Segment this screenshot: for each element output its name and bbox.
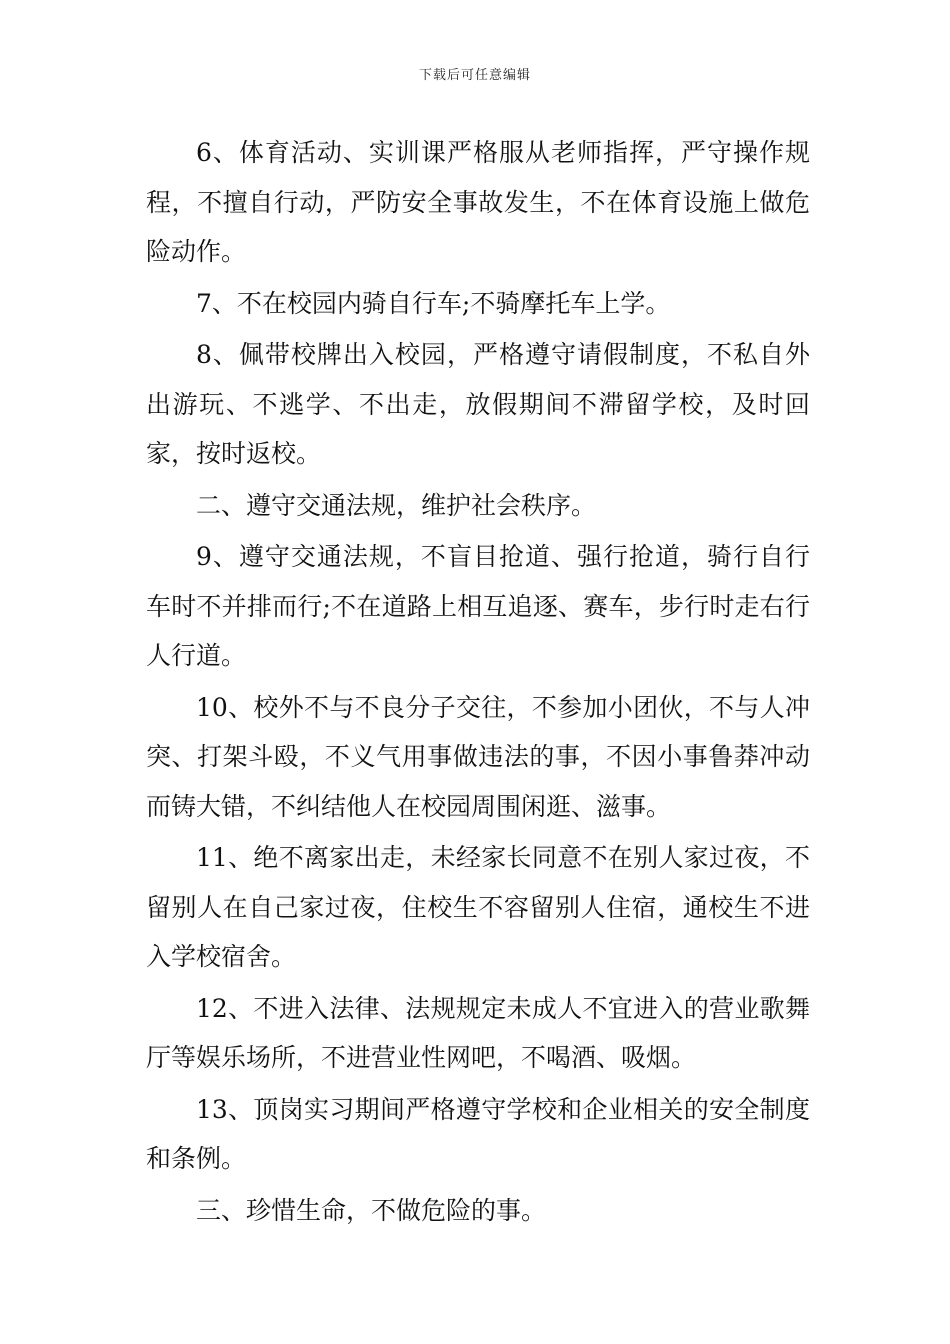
paragraph-rule-11: 11、绝不离家出走，未经家长同意不在别人家过夜，不留别人在自己家过夜，住校生不容留别人住宿，通校生不进入学校宿舍。 xyxy=(146,843,810,971)
paragraph-rule-12: 12、不进入法律、法规规定未成人不宜进入的营业歌舞厅等娱乐场所，不进营业性网吧，不喝酒、吸烟。 xyxy=(146,993,810,1072)
paragraph-rule-7: 7、不在校园内骑自行车;不骑摩托车上学。 xyxy=(196,288,671,318)
paragraph-rule-8: 8、佩带校牌出入校园，严格遵守请假制度，不私自外出游玩、不逃学、不出走，放假期间不滞留学校，及时回家，按时返校。 xyxy=(146,340,810,468)
section-heading-2: 二、遵守交通法规，维护社会秩序。 xyxy=(196,490,597,520)
page-header: 下载后可任意编辑 xyxy=(418,68,531,83)
section-heading-3: 三、珍惜生命，不做危险的事。 xyxy=(196,1195,547,1225)
paragraph-rule-10: 10、校外不与不良分子交往，不参加小团伙，不与人冲突、打架斗殴，不义气用事做违法的事，不因小事鲁莽冲动而铸大错，不纠结他人在校园周围闲逛、滋事。 xyxy=(146,692,810,821)
paragraph-rule-9: 9、遵守交通法规，不盲目抢道、强行抢道，骑行自行车时不并排而行;不在道路上相互追逐、赛车，步行时走右行人行道。 xyxy=(146,542,810,670)
paragraph-rule-13: 13、顶岗实习期间严格遵守学校和企业相关的安全制度和条例。 xyxy=(146,1094,810,1173)
document-body xyxy=(146,128,810,1237)
paragraph-rule-6: 6、体育活动、实训课严格服从老师指挥，严守操作规程，不擅自行动，严防安全事故发生，不在体育设施上做危险动作。 xyxy=(146,138,810,266)
